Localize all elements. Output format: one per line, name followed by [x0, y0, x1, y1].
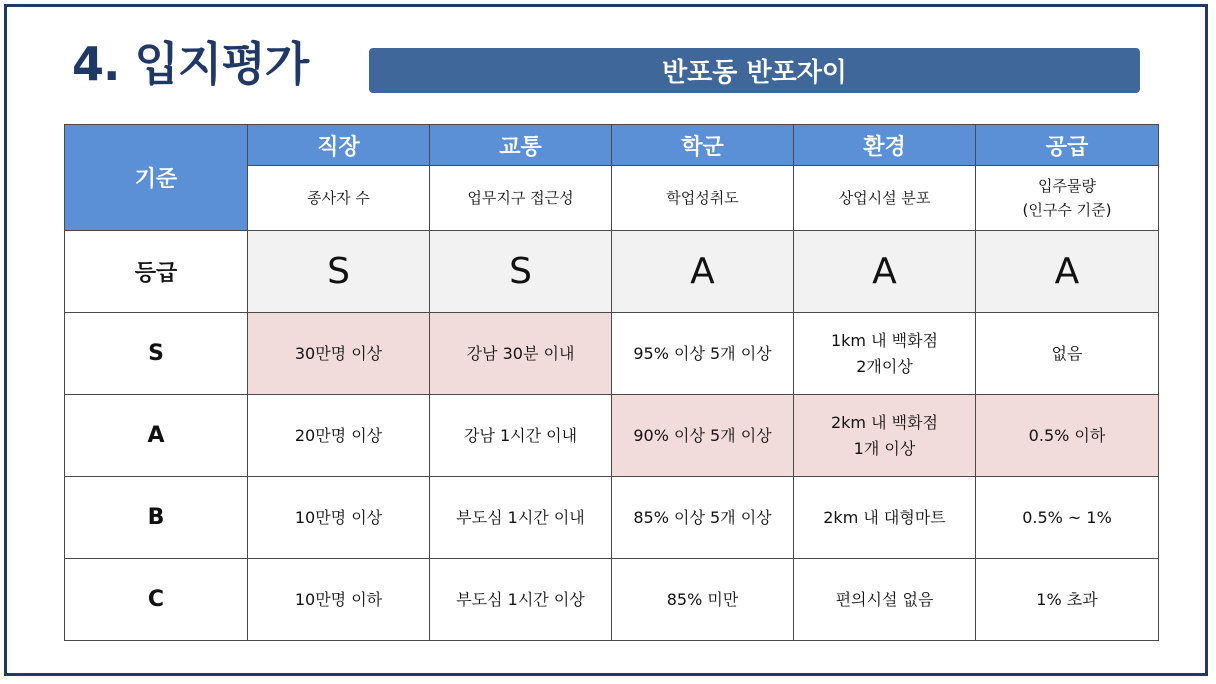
level-cell: 30만명 이상	[248, 313, 430, 395]
level-cell: 부도심 1시간 이상	[430, 559, 612, 641]
level-cell: 85% 미만	[612, 559, 794, 641]
level-cell: 2km 내 대형마트	[794, 477, 976, 559]
level-label: A	[65, 395, 248, 477]
level-cell: 없음	[976, 313, 1159, 395]
category-header: 환경	[794, 125, 976, 166]
grade-value: S	[430, 231, 612, 313]
criteria-cell: 업무지구 접근성	[430, 166, 612, 231]
level-cell: 1% 초과	[976, 559, 1159, 641]
grade-row	[65, 231, 1159, 313]
category-header: 직장	[248, 125, 430, 166]
category-header: 공급	[976, 125, 1159, 166]
level-cell: 강남 1시간 이내	[430, 395, 612, 477]
level-cell: 0.5% 이하	[976, 395, 1159, 477]
criteria-label: 기준	[65, 125, 248, 231]
grade-label: 등급	[65, 231, 248, 313]
level-cell: 95% 이상 5개 이상	[612, 313, 794, 395]
level-row-s	[65, 313, 1159, 395]
criteria-cell: 종사자 수	[248, 166, 430, 231]
level-cell: 강남 30분 이내	[430, 313, 612, 395]
grade-value: A	[976, 231, 1159, 313]
category-header: 교통	[430, 125, 612, 166]
level-cell: 부도심 1시간 이내	[430, 477, 612, 559]
criteria-cell: 상업시설 분포	[794, 166, 976, 231]
page-title: 4. 입지평가	[72, 37, 309, 91]
criteria-cell: 학업성취도	[612, 166, 794, 231]
level-cell: 편의시설 없음	[794, 559, 976, 641]
evaluation-table	[64, 124, 1159, 641]
category-header-row	[65, 125, 1159, 166]
level-label: C	[65, 559, 248, 641]
level-cell: 20만명 이상	[248, 395, 430, 477]
level-label: S	[65, 313, 248, 395]
level-cell: 90% 이상 5개 이상	[612, 395, 794, 477]
level-cell: 10만명 이하	[248, 559, 430, 641]
category-header: 학군	[612, 125, 794, 166]
grade-value: S	[248, 231, 430, 313]
level-cell: 10만명 이상	[248, 477, 430, 559]
property-banner: 반포동 반포자이	[369, 48, 1140, 93]
grade-value: A	[794, 231, 976, 313]
level-cell: 0.5% ~ 1%	[976, 477, 1159, 559]
level-cell: 85% 이상 5개 이상	[612, 477, 794, 559]
level-cell: 1km 내 백화점 2개이상	[794, 313, 976, 395]
level-label: B	[65, 477, 248, 559]
level-cell: 2km 내 백화점 1개 이상	[794, 395, 976, 477]
level-row-b	[65, 477, 1159, 559]
grade-value: A	[612, 231, 794, 313]
criteria-cell: 입주물량 (인구수 기준)	[976, 166, 1159, 231]
level-row-a	[65, 395, 1159, 477]
level-row-c	[65, 559, 1159, 641]
